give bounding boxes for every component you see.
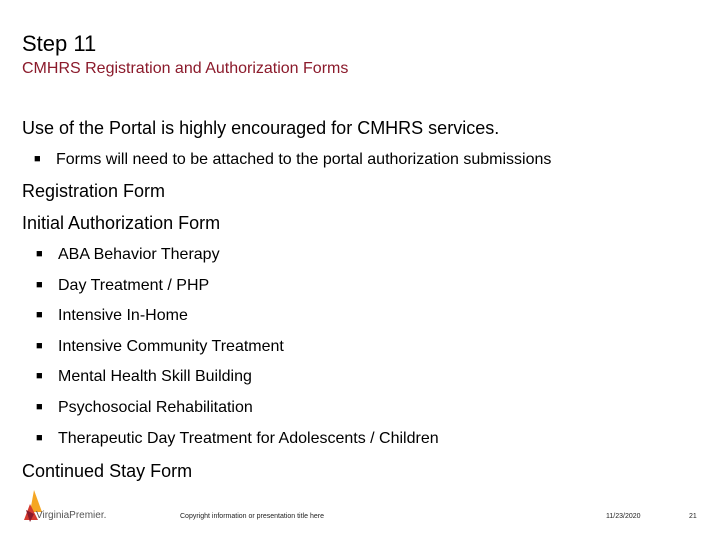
list-item (36, 399, 253, 417)
list-item-text: Intensive In-Home (58, 307, 188, 325)
page-number: 21 (689, 513, 697, 520)
list-item (36, 430, 439, 448)
initial-authorization-heading: Initial Authorization Form (22, 213, 221, 233)
footer-copyright: Copyright information or presentation title here (180, 513, 324, 520)
list-item-text: Mental Health Skill Building (58, 368, 252, 386)
intro-text: Use of the Portal is highly encouraged for CMHRS services. (22, 118, 500, 138)
bullet-text: Forms will need to be attached to the portal authorization submissions (56, 151, 552, 168)
bullet-icon: ■ (36, 278, 43, 291)
slide-title: Step 11 (22, 31, 97, 56)
intro-bullet (34, 151, 551, 169)
list-item-text: ABA Behavior Therapy (58, 246, 220, 263)
list-item (36, 246, 220, 264)
continued-stay-heading: Continued Stay Form (22, 461, 193, 481)
logo-text: VirginiaPremier. (36, 510, 107, 521)
list-item (36, 368, 252, 386)
footer-date: 11/23/2020 (606, 513, 641, 520)
list-item (36, 277, 209, 295)
bullet-icon: ■ (36, 248, 43, 260)
list-item (36, 338, 284, 356)
bullet-icon: ■ (36, 370, 43, 383)
bullet-icon: ■ (36, 339, 43, 352)
list-item-text: Day Treatment / PHP (58, 276, 210, 294)
list-item-text: Intensive Community Treatment (58, 337, 284, 355)
bullet-icon: ■ (36, 401, 43, 413)
registration-form-heading: Registration Form (22, 181, 166, 201)
list-item (36, 307, 188, 325)
bullet-icon: ■ (36, 431, 43, 444)
bullet-icon: ■ (36, 309, 43, 322)
bullet-icon: ■ (34, 153, 41, 165)
list-item-text: Therapeutic Day Treatment for Adolescents / Children (58, 429, 439, 447)
slide-subtitle: CMHRS Registration and Authorization Forms (22, 60, 349, 77)
virginia-premier-logo (22, 490, 127, 530)
list-item-text: Psychosocial Rehabilitation (58, 399, 253, 416)
